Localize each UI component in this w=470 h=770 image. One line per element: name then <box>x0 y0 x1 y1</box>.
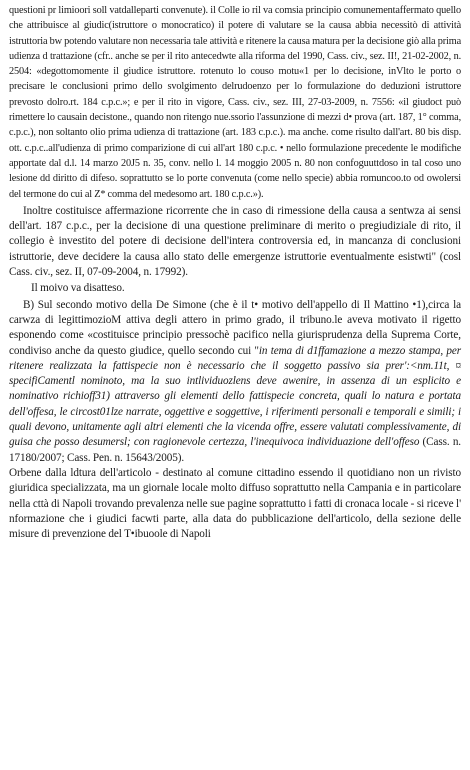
secondo-motivo-intro: B) Sul secondo motivo della De Simone (che è il t• motivo dell'appello di Il Mattino •1),circa la carwza di legittimozioM attiva degli attero in primo grado, il tribuno.le aveva motivato il rigetto esponendo come «costituisce principio pressochè pacifico nella giurisprudenza della Suprema Corte, condiviso anche da questo giudice, quello secondo cui " <box>9 298 461 357</box>
paragraph-motivo-disatteso: Il moivo va disatteso. <box>31 282 125 295</box>
paragraph-rimessione: Inoltre costituisce affermazione ricorrente che in caso di rimessione della causa a sentwza ai sensi dell'art. 187 c.p.c., per la decisione di una questione preliminare di merito o pregiudiziale di rito, il collegio è investito del potere di decisione dell'intera controversia ed, in mancanza di conclusioni istruttorie, deve decidere la causa allo stato delle emergenze istruttorie eventualmente esistwti" (cosl Cass. civ., sez. II, 07-09-2004, n. 17992). <box>9 204 461 279</box>
paragraph-case-law-citation: questioni pr limioori soll vatdalleparti convenute). il Colle io ril va comsia principio comunementaffermato quello che attribuisce al giudic(istruttore o monocratico) il potere di valutare se la causa abbia necessitò di attività istruttoria bw potendo valutare non necessaria tale attività e ritenere la causa matura per la decisione giò alla prima udienza d trattazione (cfr.. anche se per il rito antecedwte alla riforma del 1990, Cass. civ., sez. II!, 21-02-2002, n. 2504: «degottomomente il giudice istruttore. rotenuto lo couso motu«1 per lo decisione, inVlto le porto o precisare le conclusioni primo dello svolgimento delrudoenzo per lo formulazione do deduzioni istruttore prevosto dolro.rt. 184 c.p.c.»; e per il rito in vigore, Cass. civ., sez. III, 27-03-2009, n. 7556: «il giudoct può rimettere lo causain decistone., quando non ritengo nue.ssorio l'assunzione di mezzi d• prova (art. 187, 1° comma, c.p.c.), non soltanto olio prima udienza di trattazione (art. 183 c.p.c.). ma anche. come risulto dall'art. 80 bis disp. ott. c.p.c..all'udienza di primo comparizione di cui all'art 180 c.p.c. • nello formulazione precedente le modifiche apportate dal d.l. 14 marzo 20J5 n. 35, conv. nello l. 14 moggio 2005 n. 80 non confoguuttdoso in tal coso uno lesione dd diritto di difeso. soprattutto se lo porte convenuta (come nello specie) abbia romuncoo.to od owolersi del termone do cui al Z* comma del medesomo art. 180 c.p.c.»). <box>9 5 461 200</box>
paragraph-secondo-motivo <box>9 298 461 466</box>
secondo-motivo-citation: (Cass. n. 17180/2007; Cass. Pen. n. 15643/2005). <box>9 436 462 464</box>
paragraph-orbene: Orbene dalla ldtura dell'articolo - destinato al comune cittadino essendo il quotidiano non un rivisto giuridica specializzata, ma un giornale locale molto diffuso soprattutto nella Campania e in particolare nella cttà di Napoli trovando prevalenza nelle sue pagine soprattutto i fatti di cronaca locale - si riceve l' nformazione che i giudici facwti parte, alla data do pubblicazione dell'articolo, della sezione delle misure di prevenzione del T•ibuoole di Napoli <box>9 466 461 541</box>
secondo-motivo-italic-quote: in tema di d1ffamazione a mezzo stampa, per ritenere realizzata la fattispecie non è necessario che il soggetto passivo sia prer':<nm.11t, ¤ specifiCamentl nominoto, ma la suo intlividuozlens deve awenire, in assenza di un esplicito e nominativo richioff31) attraverso gli elementi dello fattispecie concreta, quali lo natura e portata dell'offesa, le circost01lze narrate, oggettive e soggettive, i riferimenti personali e temporali e simili; i quali devono, unitamente agli altri elementi che la vicenda offre, essere valutati complessivamente, di guisa che posso desumersl; con ragionevole certezza, l'inequivoca individuazione dell'offeso <box>9 344 461 449</box>
